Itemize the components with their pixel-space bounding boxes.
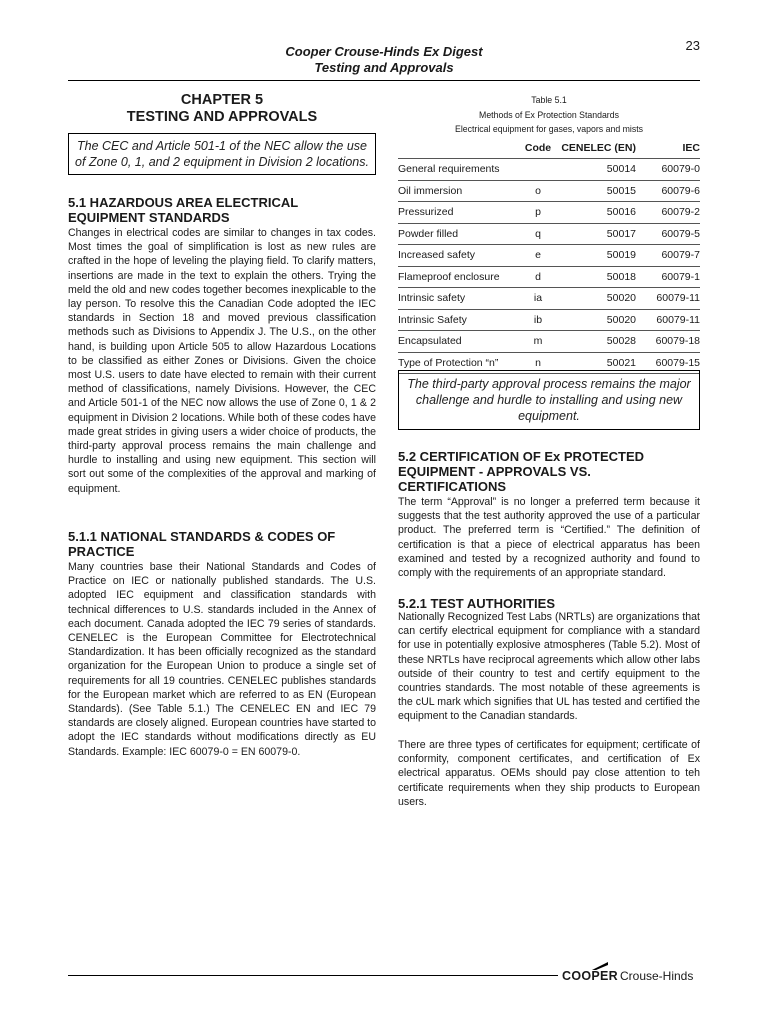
cell-iec: 60079-6: [644, 180, 700, 202]
section-body-5-1-1: Many countries base their National Standards and Codes of Practice on IEC or nationally published standards. The U.S. adopted IEC equipment and classification standards with technical differences to U.S. standards included in the Annex of each document. Canada adopted the IEC 79 series of standards. CENELEC is the European Committee for Electrotechnical Standardization. It has been officially recognized as the standard organization for the European Union to produce a single set of requirements for all 19 countries. CENELEC publishes standards for the European market which are referred to as EN (European Standards). (See Table 5.1.) The CENELEC EN and IEC 79 standards are closely aligned. European countries have started to adopt the IEC standards without modifications directly as EU Standards. Example: IEC 60079-0 = EN 60079-0.: [68, 561, 376, 758]
table-row: [398, 331, 700, 353]
cell-cenelec: 50017: [558, 223, 644, 245]
cell-iec: 60079-11: [644, 309, 700, 331]
cell-code: ia: [518, 288, 558, 310]
cell-method: Encapsulated: [398, 331, 518, 353]
cell-method: Type of Protection “n”: [398, 352, 518, 374]
header-divider: [68, 80, 700, 81]
cell-method: General requirements: [398, 159, 518, 181]
cell-code: p: [518, 202, 558, 224]
cell-code: e: [518, 245, 558, 267]
table-row: [398, 309, 700, 331]
table-title: Methods of Ex Protection Standards: [479, 109, 619, 121]
section-body-5-2: The term “Approval” is no longer a preferred term because it suggests that the test authority approved the use of a particular product. The preferred term is “Certified.” The definition of certification is that a piece of electrical apparatus has been examined and tested by a recognized authority and found to comply with the requirements of an appropriate standard.: [398, 496, 700, 580]
cell-iec: 60079-7: [644, 245, 700, 267]
chapter-title: TESTING AND APPROVALS: [126, 109, 318, 125]
section-body-5-1: Changes in electrical codes are similar to changes in tax codes. Most times the goal of simplification is lost as new rules are crafted in the hope of leveling the playing field. To clarify matters, insertions are made in the text to explain the others. Trying the meld the old and new codes together becomes inexplicable to the lay person. To resolve this the Canadian Code adopted the IEC standards in Section 18 and moved previous classification methods such as Divisions to Appendix J. The U.S., on the other hand, is building upon Article 505 to allow Hazardous Locations to be classified as either Zones or Divisions. Given the choice most U.S. users to date have elected to remain with their current method of classifications, namely Divisions. However, the CEC and Article 501-1 of the NEC now allows the use of Zone 0, 1 & 2 equipment in Division 2 locations. While both of these codes have made great strides in giving users a wider choice of products, the third-party approval process remains the main challenge and hurdle to installing and using new equipment. This section will sort out some of the complexities of the approval and marking of equipment.: [68, 227, 376, 495]
cell-iec: 60079-1: [644, 266, 700, 288]
cell-cenelec: 50016: [558, 202, 644, 224]
header-title-line1: Cooper Crouse-Hinds Ex Digest: [285, 44, 483, 59]
cell-method: Powder filled: [398, 223, 518, 245]
running-header: [200, 44, 568, 76]
table-row: [398, 288, 700, 310]
table-row: [398, 266, 700, 288]
section-heading-5-1: 5.1 HAZARDOUS AREA ELECTRICAL EQUIPMENT STANDARDS: [68, 195, 298, 225]
cell-code: n: [518, 352, 558, 374]
callout-box-approval: The third-party approval process remains the major challenge and hurdle to installing and using new equipment.: [398, 370, 700, 430]
table-row: [398, 202, 700, 224]
cell-code: q: [518, 223, 558, 245]
section-body-5-2-1-certificates: There are three types of certificates for equipment; certificate of conformity, component certificates, and certification of Ex electrical apparatus. OEMs should pay close attention to teh certificate requirements when they ship products to European users.: [398, 739, 700, 808]
cell-cenelec: 50014: [558, 159, 644, 181]
logo-cooper-text: COOPER: [562, 969, 618, 983]
table-row: [398, 245, 700, 267]
cell-code: d: [518, 266, 558, 288]
table-row: [398, 223, 700, 245]
chapter-label: CHAPTER 5: [180, 92, 264, 108]
cell-cenelec: 50028: [558, 331, 644, 353]
chapter-heading: [68, 92, 376, 126]
cell-iec: 60079-5: [644, 223, 700, 245]
cell-method: Flameproof enclosure: [398, 266, 518, 288]
cell-method: Increased safety: [398, 245, 518, 267]
section-heading-5-2-1: 5.2.1 TEST AUTHORITIES: [398, 596, 555, 611]
table-subtitle: Electrical equipment for gases, vapors and mists: [455, 124, 643, 135]
header-title-line2: Testing and Approvals: [314, 60, 454, 75]
cell-cenelec: 50015: [558, 180, 644, 202]
table-caption: [410, 94, 688, 138]
table-number: Table 5.1: [531, 95, 567, 106]
cell-iec: 60079-11: [644, 288, 700, 310]
ex-protection-table: [398, 138, 700, 374]
cell-cenelec: 50020: [558, 309, 644, 331]
cell-cenelec: 50019: [558, 245, 644, 267]
cell-iec: 60079-15: [644, 352, 700, 374]
cell-code: m: [518, 331, 558, 353]
callout-box-zones: The CEC and Article 501-1 of the NEC allow the use of Zone 0, 1, and 2 equipment in Division 2 locations.: [68, 133, 376, 175]
section-heading-5-1-1: 5.1.1 NATIONAL STANDARDS & CODES OF PRACTICE: [68, 529, 336, 559]
table-header-row: [398, 138, 700, 159]
cell-code: o: [518, 180, 558, 202]
cell-cenelec: 50021: [558, 352, 644, 374]
header-cenelec: CENELEC (EN): [561, 142, 636, 154]
cell-method: Intrinsic Safety: [398, 309, 518, 331]
cooper-crouse-hinds-logo: [562, 962, 702, 986]
cell-iec: 60079-2: [644, 202, 700, 224]
section-body-5-2-1: Nationally Recognized Test Labs (NRTLs) are organizations that can certify electrical equipment for compliance with a standard for use in potentially explosive atmospheres (Table 5.2). Most of these NRTLs have reciprocal agreements which allow other labs outside of their country to test and certify equipment to the countries standards. The most notable of these agreements is the cUL mark which signifies that UL has tested and certified the equipment to the Canadian standards.: [398, 611, 700, 723]
cell-iec: 60079-0: [644, 159, 700, 181]
footer-divider: [68, 975, 558, 976]
cell-method: Oil immersion: [398, 180, 518, 202]
page-number: 23: [685, 38, 700, 53]
header-iec: IEC: [682, 142, 700, 154]
table-row: [398, 180, 700, 202]
cell-code: ib: [518, 309, 558, 331]
section-heading-5-2: 5.2 CERTIFICATION OF Ex PROTECTED EQUIPMENT - APPROVALS VS. CERTIFICATIONS: [398, 449, 645, 494]
table-row: [398, 159, 700, 181]
cell-method: Pressurized: [398, 202, 518, 224]
cell-cenelec: 50018: [558, 266, 644, 288]
logo-crouse-hinds-text: Crouse-Hinds: [620, 969, 694, 983]
cell-cenelec: 50020: [558, 288, 644, 310]
cell-iec: 60079-18: [644, 331, 700, 353]
cell-method: Intrinsic safety: [398, 288, 518, 310]
header-code: Code: [524, 142, 552, 154]
header-method: [398, 138, 518, 159]
cell-code: [518, 159, 558, 181]
